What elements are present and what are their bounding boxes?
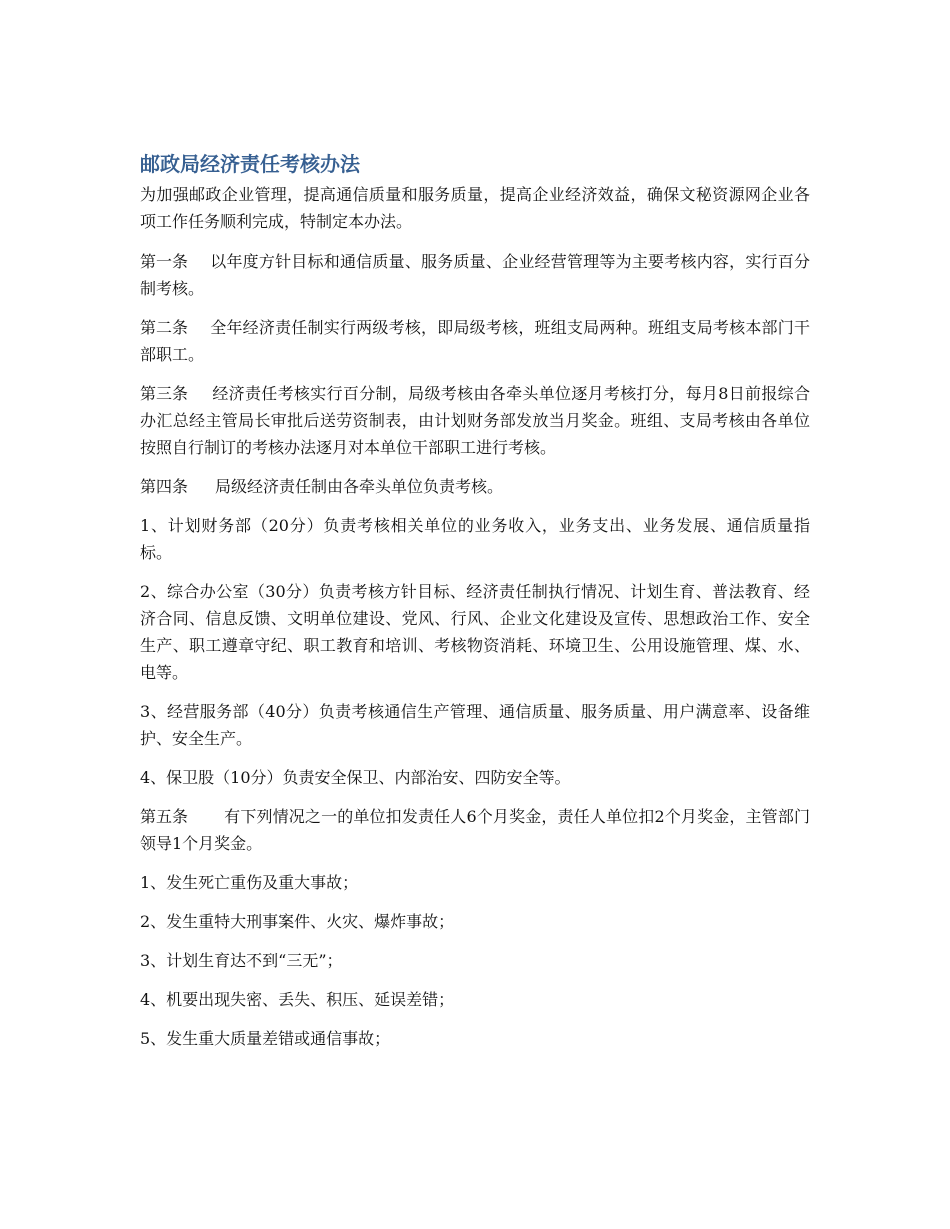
list-item: 2、发生重特大刑事案件、火灾、爆炸事故； [140, 912, 455, 931]
article-1-label: 第一条 [140, 252, 189, 271]
article-1 [140, 248, 810, 302]
document-body [140, 150, 810, 1064]
article-2-text: 全年经济责任制实行两级考核，即局级考核，班组支局两种。班组支局考核本部门干部职工。 [140, 318, 810, 364]
article-5 [140, 803, 810, 857]
article-3-text: 经济责任考核实行百分制，局级考核由各牵头单位逐月考核打分，每月8日前报综合办汇总经主管局长审批后送劳资制表，由计划财务部发放当月奖金。班组、支局考核由各单位按照自行制订的考核办法逐月对本单位干部职工进行考核。 [140, 384, 810, 457]
list-item: 1、发生死亡重伤及重大事故； [140, 873, 359, 892]
list-item: 1、计划财务部（20分）负责考核相关单位的业务收入，业务支出、业务发展、通信质量指标。 [140, 516, 810, 562]
article-3-label: 第三条 [140, 384, 189, 403]
article-2-label: 第二条 [140, 318, 189, 337]
article-5-label: 第五条 [140, 807, 189, 826]
list-item: 4、机要出现失密、丢失、积压、延误差错； [140, 990, 455, 1009]
list-item: 5、发生重大质量差错或通信事故； [140, 1029, 391, 1048]
article-5-text: 有下列情况之一的单位扣发责任人6个月奖金，责任人单位扣2个月奖金，主管部门领导1个月奖金。 [140, 807, 810, 853]
list-item: 3、经营服务部（40分）负责考核通信生产管理、通信质量、服务质量、用户满意率、设备维护、安全生产。 [140, 702, 810, 748]
intro-paragraph: 为加强邮政企业管理，提高通信质量和服务质量，提高企业经济效益，确保文秘资源网企业各项工作任务顺利完成，特制定本办法。 [140, 185, 810, 231]
article-2 [140, 314, 810, 368]
article-4-text: 局级经济责任制由各牵头单位负责考核。 [215, 477, 504, 496]
list-item: 4、保卫股（10分）负责安全保卫、内部治安、四防安全等。 [140, 768, 571, 787]
document-title: 邮政局经济责任考核办法 [140, 152, 360, 176]
list-item: 3、计划生育达不到“三无”； [140, 951, 343, 970]
article-1-text: 以年度方针目标和通信质量、服务质量、企业经营管理等为主要考核内容，实行百分制考核。 [140, 252, 810, 298]
article-4 [140, 473, 810, 500]
article-4-label: 第四条 [140, 477, 189, 496]
article-3 [140, 380, 810, 461]
list-item: 2、综合办公室（30分）负责考核方针目标、经济责任制执行情况、计划生育、普法教育、经济合同、信息反馈、文明单位建设、党风、行风、企业文化建设及宣传、思想政治工作、安全生产、职工遵章守纪、职工教育和培训、考核物资消耗、环境卫生、公用设施管理、煤、水、电等。 [140, 582, 810, 682]
